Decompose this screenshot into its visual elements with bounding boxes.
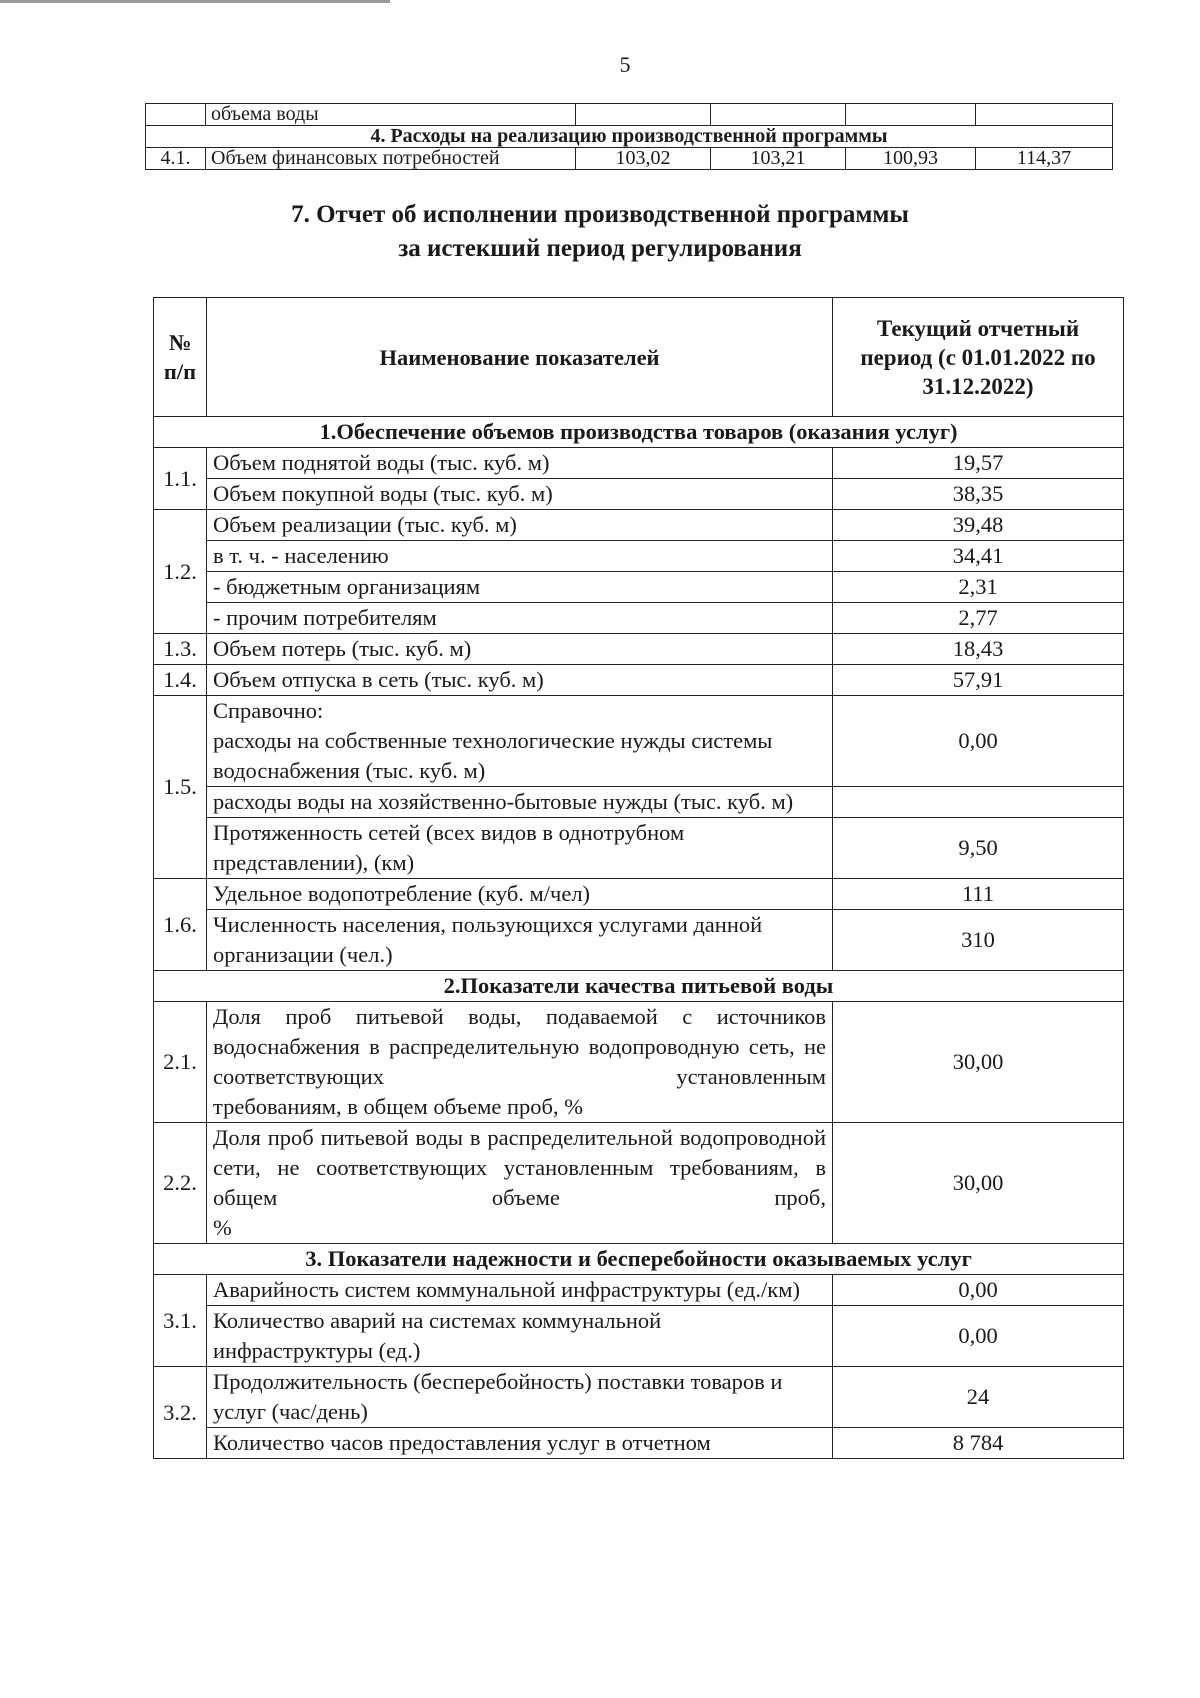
table-row — [154, 510, 1124, 541]
value-cell: 38,35 — [833, 479, 1124, 510]
row-label: Объем реализации (тыс. куб. м) — [207, 510, 833, 541]
table-row — [154, 1002, 1124, 1123]
section-header: 1.Обеспечение объемов производства товаров (оказания услуг) — [154, 417, 1124, 448]
table-row — [154, 448, 1124, 479]
value-cell: 39,48 — [833, 510, 1124, 541]
value-cell: 18,43 — [833, 634, 1124, 665]
report-table — [153, 297, 1124, 1459]
row-label: Объем финансовых потребностей — [206, 148, 576, 170]
value-cell: 34,41 — [833, 541, 1124, 572]
table-row — [154, 879, 1124, 910]
row-label: расходы на собственные технологические нужды системы водоснабжения (тыс. куб. м) — [207, 726, 833, 787]
table-section-row — [146, 126, 1113, 148]
section-header: 2.Показатели качества питьевой воды — [154, 971, 1124, 1002]
row-number: 4.1. — [146, 148, 206, 170]
value-cell: 2,31 — [833, 572, 1124, 603]
table-row — [146, 104, 1113, 126]
row-number: 2.2. — [154, 1123, 207, 1244]
row-number: 1.3. — [154, 634, 207, 665]
table-row — [154, 479, 1124, 510]
table-row — [154, 818, 1124, 879]
row-label-text-end: % — [213, 1215, 232, 1240]
value-cell: 103,02 — [576, 148, 711, 170]
section-header: 4. Расходы на реализацию производственной программы — [146, 126, 1113, 148]
row-number: 1.2. — [154, 510, 207, 634]
row-label: Количество аварий на системах коммунальной инфраструктуры (ед.) — [207, 1306, 833, 1367]
section-row — [154, 1244, 1124, 1275]
row-number: 1.4. — [154, 665, 207, 696]
row-label: Справочно: — [207, 696, 833, 727]
row-label-text-end: требованиям, в общем объеме проб, % — [213, 1094, 583, 1119]
value-cell: 30,00 — [833, 1002, 1124, 1123]
value-cell: 0,00 — [833, 696, 1124, 787]
header-period: Текущий отчетный период (с 01.01.2022 по 31.12.2022) — [833, 298, 1124, 417]
table-cell — [976, 104, 1113, 126]
value-cell: 30,00 — [833, 1123, 1124, 1244]
table-row — [154, 1306, 1124, 1367]
section-row — [154, 417, 1124, 448]
table-cell — [711, 104, 846, 126]
table-row — [154, 696, 1124, 727]
row-number: 1.6. — [154, 879, 207, 971]
row-number: 1.5. — [154, 696, 207, 879]
row-label: Удельное водопотребление (куб. м/чел) — [207, 879, 833, 910]
value-cell: 24 — [833, 1367, 1124, 1428]
row-number: 1.1. — [154, 448, 207, 510]
row-label: Продолжительность (бесперебойность) поставки товаров и услуг (час/день) — [207, 1367, 833, 1428]
table-row — [154, 1428, 1124, 1459]
section-header: 3. Показатели надежности и бесперебойности оказываемых услуг — [154, 1244, 1124, 1275]
table-cell — [146, 104, 206, 126]
row-label: Объем поднятой воды (тыс. куб. м) — [207, 448, 833, 479]
table-row — [154, 572, 1124, 603]
value-cell: 19,57 — [833, 448, 1124, 479]
table-row — [154, 541, 1124, 572]
section-title: 7. Отчет об исполнении производственной программы — [291, 201, 909, 228]
row-number: 3.1. — [154, 1275, 207, 1367]
row-label: Объем отпуска в сеть (тыс. куб. м) — [207, 665, 833, 696]
page-number: 5 — [619, 52, 631, 77]
row-label: - бюджетным организациям — [207, 572, 833, 603]
section-row — [154, 971, 1124, 1002]
value-cell: 103,21 — [711, 148, 846, 170]
value-cell: 57,91 — [833, 665, 1124, 696]
row-label-text: Доля проб питьевой воды в распределительной водопроводной сети, не соответствующих установленным требованиям, в общем объеме проб, — [213, 1125, 826, 1210]
row-label: в т. ч. - населению — [207, 541, 833, 572]
value-cell: 2,77 — [833, 603, 1124, 634]
row-label: расходы воды на хозяйственно-бытовые нужды (тыс. куб. м) — [207, 787, 833, 818]
row-label: Количество часов предоставления услуг в отчетном — [207, 1428, 833, 1459]
value-cell: 100,93 — [846, 148, 976, 170]
header-row — [154, 298, 1124, 417]
table-row — [154, 634, 1124, 665]
row-label-text: Доля проб питьевой воды, подаваемой с источников водоснабжения в распределительную водопроводную сеть, не соответствующих установленным — [213, 1004, 826, 1089]
value-cell: 111 — [833, 879, 1124, 910]
table-cell: объема воды — [206, 104, 576, 126]
table-row — [154, 603, 1124, 634]
table-row — [154, 787, 1124, 818]
value-cell: 8 784 — [833, 1428, 1124, 1459]
table-row — [154, 1123, 1124, 1244]
row-number: 3.2. — [154, 1367, 207, 1459]
row-label: Объем покупной воды (тыс. куб. м) — [207, 479, 833, 510]
row-number: 2.1. — [154, 1002, 207, 1123]
row-label: Протяженность сетей (всех видов в однотрубном представлении), (км) — [207, 818, 833, 879]
continued-table — [145, 103, 1113, 170]
value-cell: 114,37 — [976, 148, 1113, 170]
row-label: Численность населения, пользующихся услугами данной организации (чел.) — [207, 910, 833, 971]
table-cell — [846, 104, 976, 126]
value-cell — [833, 787, 1124, 818]
table-cell — [576, 104, 711, 126]
row-label: Аварийность систем коммунальной инфраструктуры (ед./км) — [207, 1275, 833, 1306]
value-cell: 310 — [833, 910, 1124, 971]
table-row — [146, 148, 1113, 170]
header-number: № п/п — [154, 298, 207, 417]
table-row — [154, 910, 1124, 971]
value-cell: 0,00 — [833, 1275, 1124, 1306]
scan-edge-line — [0, 0, 390, 3]
row-label — [207, 1002, 833, 1123]
table-row — [154, 665, 1124, 696]
row-label: Объем потерь (тыс. куб. м) — [207, 634, 833, 665]
value-cell: 0,00 — [833, 1306, 1124, 1367]
header-name: Наименование показателей — [207, 298, 833, 417]
table-row — [154, 1275, 1124, 1306]
section-subtitle: за истекший период регулирования — [398, 235, 802, 262]
value-cell: 9,50 — [833, 818, 1124, 879]
row-label — [207, 1123, 833, 1244]
table-row — [154, 1367, 1124, 1428]
row-label: - прочим потребителям — [207, 603, 833, 634]
